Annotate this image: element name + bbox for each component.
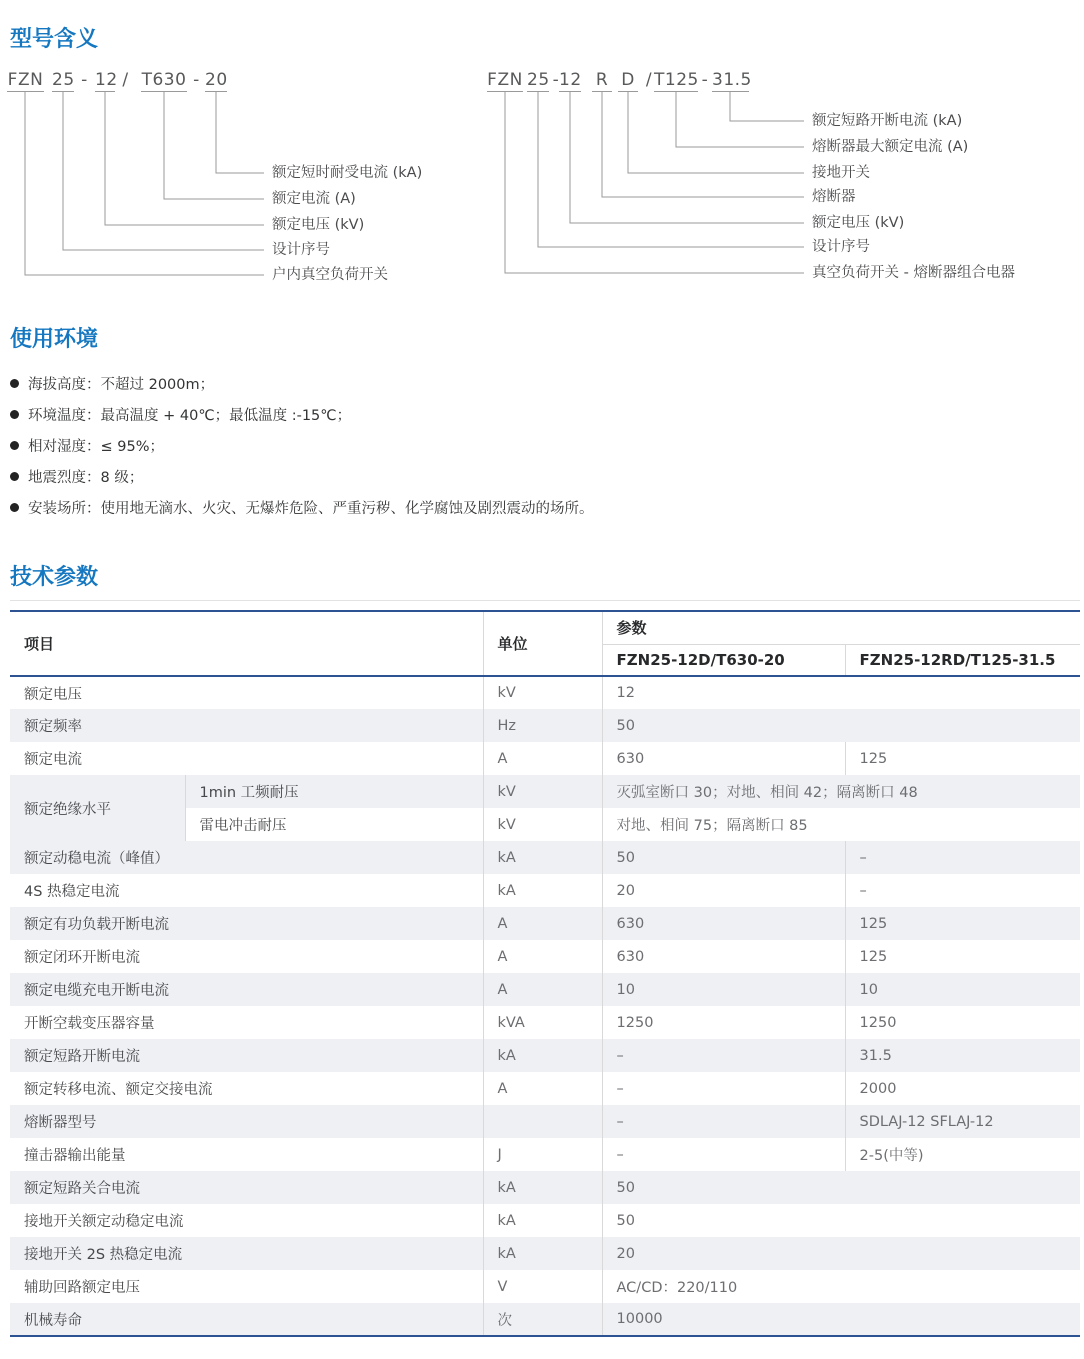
model-diagram-left xyxy=(0,60,482,295)
environment-item-text: 环境温度：最高温度 + 40℃；最低温度 :-15℃； xyxy=(28,408,352,424)
unit-cell: kA xyxy=(483,1237,602,1270)
value-cell: 50 xyxy=(602,1171,1080,1204)
unit-cell: A xyxy=(483,973,602,1006)
item-cell: 撞击器输出能量 xyxy=(24,1148,126,1164)
environment-item xyxy=(10,461,1050,492)
connector-lines-right xyxy=(487,60,1084,295)
model-label: 额定短路开断电流 (kA) xyxy=(812,113,963,129)
item-cell: 接地开关额定动稳定电流 xyxy=(24,1214,184,1230)
table-row xyxy=(10,1138,1080,1171)
item-cell: 额定电压 xyxy=(24,686,82,703)
table-row xyxy=(10,1006,1080,1039)
item-cell: 额定短路关合电流 xyxy=(24,1181,140,1197)
col-header-model1: FZN25-12D/T630-20 xyxy=(602,644,845,676)
model-label: 接地开关 xyxy=(812,165,870,181)
connector-line xyxy=(505,91,804,273)
model-token: / xyxy=(122,70,129,90)
sub-item-cell: 1min 工频耐压 xyxy=(185,775,483,808)
value-cell-model2: – xyxy=(845,874,1080,907)
model-label: 熔断器 xyxy=(812,189,856,205)
section-title-model-meaning: 型号含义 xyxy=(10,27,99,52)
value-cell-model1: 20 xyxy=(602,874,845,907)
connector-line xyxy=(216,91,264,173)
unit-cell: kA xyxy=(483,874,602,907)
section-title-tech-params: 技术参数 xyxy=(10,565,99,590)
table-row xyxy=(10,940,1080,973)
table-row xyxy=(10,1204,1080,1237)
value-cell: 10000 xyxy=(602,1303,1080,1336)
model-label: 设计序号 xyxy=(272,242,330,258)
value-cell-model2: 31.5 xyxy=(845,1039,1080,1072)
value-cell-model1: 1250 xyxy=(602,1006,845,1039)
model-token: 25 xyxy=(527,70,550,90)
environment-list xyxy=(10,368,1050,523)
table-row xyxy=(10,1039,1080,1072)
item-cell: 额定动稳电流（峰值） xyxy=(24,851,169,867)
value-cell-model1: – xyxy=(602,1105,845,1138)
value-cell-model1: 10 xyxy=(602,973,845,1006)
value-cell-model2: 1250 xyxy=(845,1006,1080,1039)
item-cell: 额定电流 xyxy=(24,752,82,768)
value-cell: 20 xyxy=(602,1237,1080,1270)
item-cell: 机械寿命 xyxy=(24,1312,82,1329)
environment-item xyxy=(10,399,1050,430)
connector-line xyxy=(676,91,804,147)
value-cell-model1: 50 xyxy=(602,841,845,874)
environment-item-text: 地震烈度：8 级； xyxy=(28,470,144,486)
value-cell: 50 xyxy=(602,1204,1080,1237)
unit-cell: A xyxy=(483,907,602,940)
unit-cell: kVA xyxy=(483,1006,602,1039)
table-row xyxy=(10,676,1080,709)
table-row xyxy=(10,1171,1080,1204)
model-label: 额定短时耐受电流 (kA) xyxy=(272,165,423,181)
unit-cell: kV xyxy=(483,676,602,709)
tech-params-table xyxy=(10,610,1080,1337)
environment-item xyxy=(10,368,1050,399)
bullet-icon xyxy=(10,441,19,450)
model-label: 额定电压 (kV) xyxy=(812,215,905,231)
item-cell: 熔断器型号 xyxy=(24,1115,97,1131)
value-cell-model2: 10 xyxy=(845,973,1080,1006)
connector-line xyxy=(538,91,804,247)
unit-cell: A xyxy=(483,940,602,973)
item-cell: 额定电缆充电开断电流 xyxy=(24,983,169,999)
item-cell: 辅助回路额定电压 xyxy=(24,1280,140,1296)
item-cell: 额定绝缘水平 xyxy=(10,775,185,841)
table-header-row xyxy=(10,611,1080,644)
table-row xyxy=(10,709,1080,742)
connector-line xyxy=(730,91,804,121)
unit-cell xyxy=(483,1105,602,1138)
model-token: R xyxy=(592,72,612,92)
value-cell-model1: – xyxy=(602,1072,845,1105)
model-label: 额定电流 (A) xyxy=(272,191,356,207)
value-cell: 12 xyxy=(602,676,1080,709)
section-title-environment: 使用环境 xyxy=(10,327,99,352)
model-token: T630 xyxy=(141,70,187,90)
value-cell-model1: 630 xyxy=(602,742,845,775)
connector-line xyxy=(570,91,804,223)
model-token: 12 xyxy=(559,70,582,90)
model-label: 额定电压 (kV) xyxy=(272,217,365,233)
table-row xyxy=(10,841,1080,874)
bullet-icon xyxy=(10,379,19,388)
item-cell: 额定短路开断电流 xyxy=(24,1049,140,1065)
unit-cell: kV xyxy=(483,808,602,841)
value-cell: 对地、相间 75；隔离断口 85 xyxy=(602,808,1080,841)
unit-cell: kA xyxy=(483,1171,602,1204)
model-token: / xyxy=(645,70,653,90)
value-cell-model1: – xyxy=(602,1039,845,1072)
unit-cell: A xyxy=(483,742,602,775)
environment-item-text: 相对湿度：≤ 95%； xyxy=(28,439,164,455)
connector-line xyxy=(628,91,804,173)
item-cell: 额定转移电流、额定交接电流 xyxy=(24,1082,213,1098)
unit-cell: J xyxy=(483,1138,602,1171)
model-token: 25 xyxy=(52,70,75,90)
model-token: - xyxy=(81,70,88,90)
environment-item-text: 安装场所：使用地无滴水、火灾、无爆炸危险、严重污秽、化学腐蚀及剧烈震动的场所。 xyxy=(28,501,594,517)
unit-cell: kV xyxy=(483,775,602,808)
col-header-model2: FZN25-12RD/T125-31.5 xyxy=(845,644,1080,676)
bullet-icon xyxy=(10,410,19,419)
item-cell: 4S 热稳定电流 xyxy=(24,884,120,900)
unit-cell: V xyxy=(483,1270,602,1303)
item-cell: 额定有功负载开断电流 xyxy=(24,917,169,933)
tech-table-wrap xyxy=(10,610,1080,1337)
unit-cell: A xyxy=(483,1072,602,1105)
value-cell-model2: 125 xyxy=(845,940,1080,973)
item-cell: 额定频率 xyxy=(24,719,82,735)
sub-item-cell: 雷电冲击耐压 xyxy=(185,808,483,841)
model-token: - xyxy=(701,70,709,90)
item-cell: 开断空载变压器容量 xyxy=(24,1016,155,1032)
value-cell-model1: 630 xyxy=(602,907,845,940)
connector-line xyxy=(602,91,804,197)
value-cell-model2: 2-5(中等) xyxy=(845,1138,1080,1171)
table-row xyxy=(10,1270,1080,1303)
model-label: 设计序号 xyxy=(812,239,870,255)
value-cell-model1: 630 xyxy=(602,940,845,973)
table-row xyxy=(10,1105,1080,1138)
value-cell-model2: 2000 xyxy=(845,1072,1080,1105)
connector-line xyxy=(164,91,264,199)
divider-line xyxy=(10,600,1080,601)
model-token: 20 xyxy=(205,70,228,90)
table-row xyxy=(10,874,1080,907)
table-row xyxy=(10,742,1080,775)
value-cell: 50 xyxy=(602,709,1080,742)
model-token: FZN xyxy=(487,70,523,90)
value-cell-model2: 125 xyxy=(845,742,1080,775)
model-token: - xyxy=(193,70,200,90)
unit-cell: kA xyxy=(483,1039,602,1072)
item-cell: 接地开关 2S 热稳定电流 xyxy=(24,1247,183,1263)
environment-item xyxy=(10,492,1050,523)
model-token: 12 xyxy=(95,70,118,90)
connector-line xyxy=(25,91,264,275)
model-token: 31.5 xyxy=(712,70,752,90)
table-row xyxy=(10,907,1080,940)
model-token: - xyxy=(552,70,560,90)
model-token: T125 xyxy=(654,70,699,90)
bullet-icon xyxy=(10,503,19,512)
bullet-icon xyxy=(10,472,19,481)
col-header-param: 参数 xyxy=(602,611,1080,644)
model-label: 真空负荷开关 - 熔断器组合电器 xyxy=(812,265,1015,281)
table-row xyxy=(10,1303,1080,1336)
unit-cell: 次 xyxy=(483,1303,602,1336)
unit-cell: Hz xyxy=(483,709,602,742)
value-cell-model2: 125 xyxy=(845,907,1080,940)
table-row xyxy=(10,973,1080,1006)
col-header-unit: 单位 xyxy=(483,611,602,676)
model-label: 熔断器最大额定电流 (A) xyxy=(812,139,969,155)
model-label: 户内真空负荷开关 xyxy=(272,267,388,283)
value-cell: 灭弧室断口 30；对地、相间 42；隔离断口 48 xyxy=(602,775,1080,808)
value-cell-model1: – xyxy=(602,1138,845,1171)
unit-cell: kA xyxy=(483,1204,602,1237)
unit-cell: kA xyxy=(483,841,602,874)
value-cell: AC/CD：220/110 xyxy=(602,1270,1080,1303)
item-cell: 额定闭环开断电流 xyxy=(24,950,140,966)
col-header-item: 项目 xyxy=(10,611,483,676)
value-cell-model2: SDLAJ-12 SFLAJ-12 xyxy=(845,1105,1080,1138)
table-row xyxy=(10,1237,1080,1270)
table-row xyxy=(10,1072,1080,1105)
model-token: FZN xyxy=(7,70,44,90)
value-cell-model2: – xyxy=(845,841,1080,874)
environment-item-text: 海拔高度：不超过 2000m； xyxy=(28,377,215,393)
table-row xyxy=(10,775,1080,808)
model-token: D xyxy=(618,72,638,92)
environment-item xyxy=(10,430,1050,461)
connector-line xyxy=(105,91,264,225)
model-diagram-right xyxy=(487,60,1084,295)
